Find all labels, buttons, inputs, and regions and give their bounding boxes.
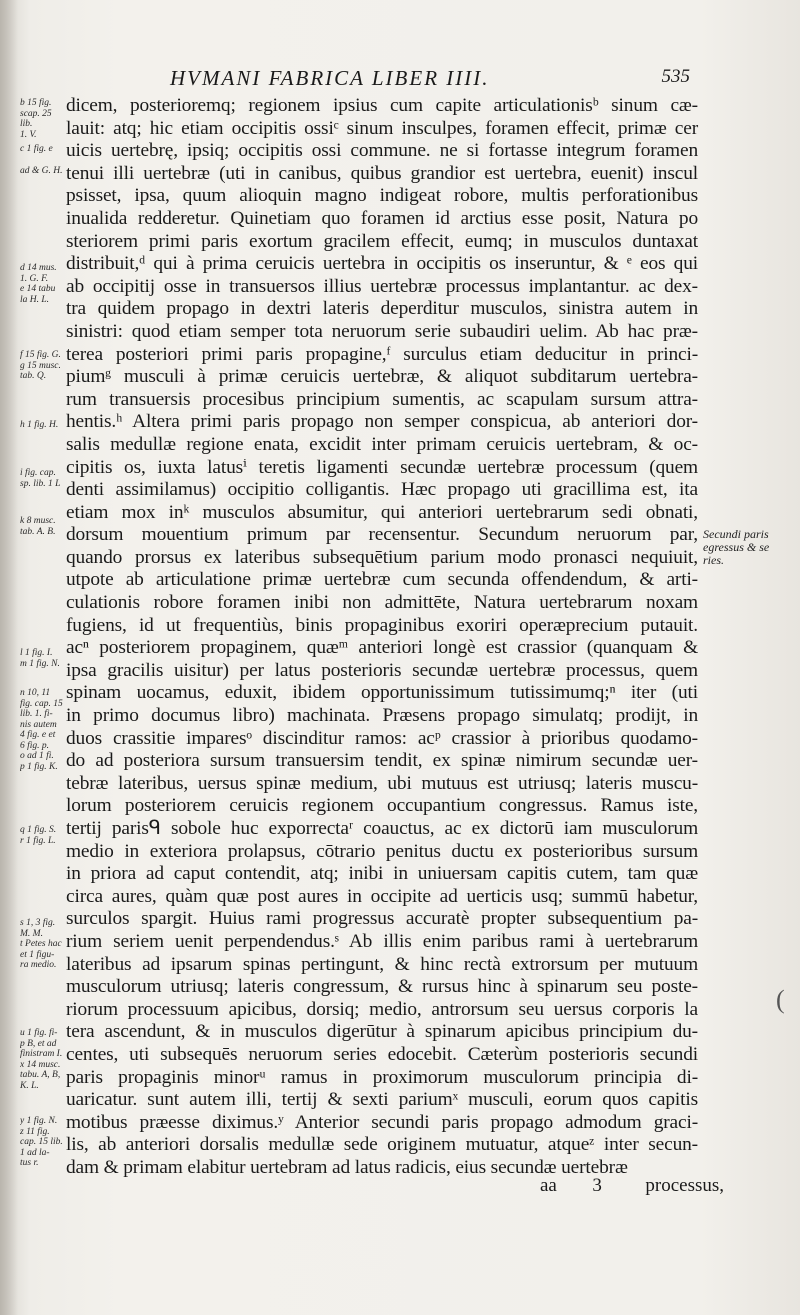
text-line: tertij parisᑫ sobole huc exporrectaʳ coauctus, ac ex dictorū iam musculorum — [66, 818, 698, 839]
text-line: hentis.ʰ Altera primi paris propago non semper conspicua, ab anteriori dor- — [66, 411, 698, 433]
margin-note: h 1 fig. H. — [20, 420, 59, 430]
catchword-line — [540, 1175, 724, 1197]
text-line: sinistri: quod etiam semper tota neruorum serie subaudiri uelim. Ab hac præ- — [66, 320, 698, 342]
text-line: tera ascendunt, & in musculos digerūtur à spinarum apicibus principium du- — [66, 1021, 698, 1043]
text-line: in priora ad caput contendit, atq; inibi in uniuersam capitis cutem, tam quæ — [66, 863, 698, 885]
margin-note: f 15 fig. G. g 15 musc. tab. Q. — [20, 350, 61, 381]
text-line: quando prorsus ex lateribus subsequētium parium modo pronasci nequiuit, — [66, 546, 698, 568]
text-line: motibus præesse diximus.ʸ Anterior secundi paris propago admodum graci- — [66, 1111, 698, 1133]
text-line: spinam uocamus, eduxit, ibidem opportunissimum tutissimumq;ⁿ iter (uti — [66, 682, 698, 704]
text-line: dam & primam elabitur uertebram ad latus radicis, eius secundæ uertebræ — [66, 1156, 628, 1178]
text-line: tra quidem propago in dextri lateris deperditur musculos, sinistra autem in — [66, 298, 698, 320]
text-line: dorsum mouentium primum par recensentur. Secundum neruorum par, — [66, 524, 698, 546]
text-line: lauit: atq; hic etiam occipitis ossiᶜ sinum insculpes, foramen effecit, primæ cer — [66, 117, 698, 139]
text-line: uaricatur. sunt autem illi, tertij & sexti pariumˣ musculi, eorum quos capitis — [66, 1089, 698, 1111]
text-line: ab occipitij osse in transuersos illius uertebræ processus implantantur. ac dex- — [66, 275, 698, 297]
text-line: ipsa gracilis uisitur) per latus posterioris secundæ uertebræ processus, quem — [66, 659, 698, 681]
margin-note: s 1, 3 fig. M. M. t Petes hac et 1 figu- ra medio. — [20, 918, 62, 970]
text-line: terea posteriori primi paris propagine,ᶠ surculus etiam deducitur in princi- — [66, 343, 698, 365]
text-line: utpote ab articulatione primæ uertebræ cum secunda offendendum, & arti- — [66, 569, 698, 591]
text-line: in primo documus libro) machinata. Præsens propago simulatq; prodijt, in — [66, 705, 698, 727]
body-text — [66, 95, 698, 1180]
text-line: piumᵍ musculi à primæ ceruicis uertebræ, & aliquot subditarum uertebra- — [66, 366, 698, 388]
margin-note: k 8 musc. tab. A. B. — [20, 516, 56, 537]
text-line: inualida redderetur. Quinetiam quo foramen id arctius esse posit, Natura po — [66, 207, 698, 229]
text-line: dicem, posterioremq; regionem ipsius cum capite articulationisᵇ sinum cæ- — [66, 95, 698, 116]
text-line: duos crassitie imparesᵒ discinditur ramos: acᵖ crassior à prioribus quodamo- — [66, 727, 698, 749]
text-line: medio in exteriora prolapsus, cōtrario penitus ductu ex posterioribus sursum — [66, 840, 698, 862]
text-line: tebræ lateribus, uersus spinæ medium, ubi mutuus est utriusq; lateris muscu- — [66, 772, 698, 794]
margin-note: c 1 fig. e — [20, 144, 53, 154]
margin-note: l 1 fig. I. m 1 fig. N. — [20, 648, 60, 669]
text-line: musculorum utriusq; lateris congressum, & rursus hinc à spinarum seu poste- — [66, 976, 698, 998]
page-number: 535 — [661, 66, 690, 87]
text-line: do ad posteriora sursum transuersim tendit, ex spinæ nimirum secundæ uer- — [66, 750, 698, 772]
margin-note: ad & G. H. — [20, 166, 63, 176]
text-line: riorum processuum apicibus, dorsiq; medio, antrorsum seu uersus corporis la — [66, 998, 698, 1020]
text-line: circa aures, quàm quæ post aures in occipite ad uerticis usq; summū habetur, — [66, 885, 698, 907]
page-header — [170, 66, 690, 96]
text-line: salis medullæ regione enata, excidit inter primam ceruicis uertebram, & oc- — [66, 433, 698, 455]
text-line: steriorem primi paris exortum gracilem effecit, eumq; in musculos duntaxat — [66, 230, 698, 252]
text-line: cipitis os, iuxta latusⁱ teretis ligamenti secundæ uertebræ processum (quem — [66, 456, 698, 478]
margin-note: i fig. cap. sp. lib. 1 L — [20, 468, 61, 489]
right-margin-note: Secundi paris egressus & se ries. — [703, 527, 770, 567]
margin-note: n 10, 11 fig. cap. 15 lib. 1. fi- nis autem 4 fig. e et 6 fig. p. o ad 1 fi. p 1 fig. K. — [20, 688, 63, 772]
text-line: culationis robore foramen inibi non admittēte, Natura uertebrarum noxam — [66, 592, 698, 614]
text-line: etiam mox inᵏ musculos absumitur, qui anteriori uertebrarum sedi obnati, — [66, 501, 698, 523]
margin-note: q 1 fig. S. r 1 fig. L. — [20, 825, 57, 846]
text-line: rium seriem uenit perpendendus.ˢ Ab illis enim paribus rami à uertebrarum — [66, 930, 698, 952]
text-line: rum transuersis procesibus principium sumentis, ac scapulam sursum attra- — [66, 388, 698, 410]
margin-bracket-mark: ( — [776, 985, 785, 1014]
text-line: denti assimilamus) occipitio colligantis. Hæc propago uti gracillima est, ita — [66, 479, 698, 501]
text-line: centes, uti subsequēs neruorum series edocebit. Cæterùm posterioris secundi — [66, 1043, 698, 1065]
text-line: distribuit,ᵈ qui à prima ceruicis uertebra in occipitis os inseruntur, & ᵉ eos qui — [66, 253, 698, 275]
text-line: lis, ab anteriori dorsalis medullæ sede originem mutuatur, atqueᶻ inter secun- — [66, 1134, 698, 1156]
text-line: fugiens, id ut frequentiùs, binis propaginibus exoriri operæprecium putauit. — [66, 614, 698, 636]
page-gutter-shadow — [0, 0, 18, 1315]
text-line: uicis uertebrę, ipsiq; occipitis ossi commune. ne si fortasse integrum foramen — [66, 140, 698, 162]
margin-note: d 14 mus. 1. G. F. e 14 tabu la H. L. — [20, 263, 57, 305]
margin-note: u 1 fig. fi- p B, et ad finistram I. x 14 musc. tabu. A, B, K. L. — [20, 1028, 63, 1091]
catchword: processus, — [645, 1175, 725, 1196]
text-line: tenui illi uertebræ (uti in canibus, quibus grandior est uertebra, euenit) inscul — [66, 162, 698, 184]
text-line: lorum posteriorem ceruicis regionem occupantium congressus. Ramus iste, — [66, 795, 698, 817]
sheet-number: 3 — [592, 1175, 602, 1196]
text-line: psisset, ipsa, quum alioquin magno indigeat robore, multis perforationibus — [66, 185, 698, 207]
margin-note: y 1 fig. N. z 11 fig. cap. 15 lib. 1 ad la- tus r. — [20, 1116, 63, 1168]
signature-mark: aa — [540, 1175, 557, 1196]
running-head: HVMANI FABRICA LIBER IIII. — [170, 66, 490, 90]
text-line: lateribus ad ipsarum spinas pertingunt, & hinc rectà extrorsum per mutuum — [66, 953, 698, 975]
margin-note: b 15 fig. scap. 25 lib. 1. V. — [20, 98, 52, 140]
text-line: paris propaginis minorᵘ ramus in proximorum musculorum principia di- — [66, 1066, 698, 1088]
text-line: surculos spargit. Huius rami progressus accuratè propter subsequentium pa- — [66, 908, 698, 930]
text-line: acⁿ posteriorem propaginem, quæᵐ anteriori longè est crassior (quanquam & — [66, 637, 698, 659]
